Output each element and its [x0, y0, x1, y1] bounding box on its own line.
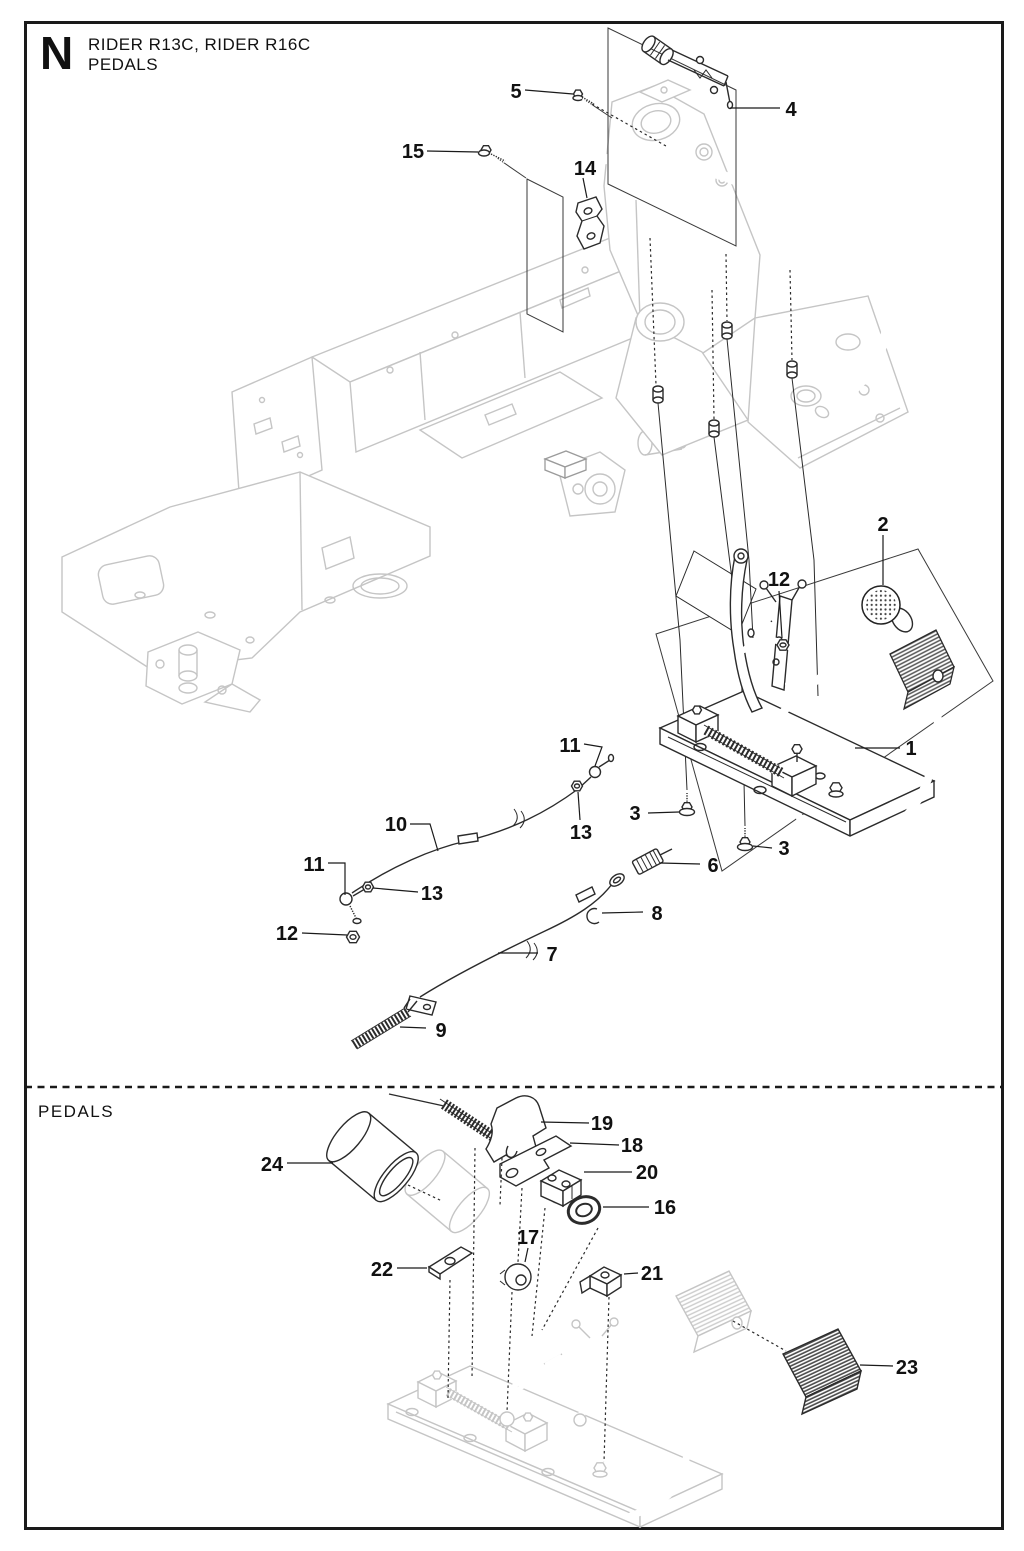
callout-12 — [276, 923, 347, 945]
callout-11 — [303, 854, 345, 895]
callout-number: 19 — [590, 1113, 614, 1136]
callout-9 — [400, 1020, 447, 1042]
callout-2 — [877, 514, 888, 585]
callout-number: 7 — [546, 944, 558, 967]
callout-number: 18 — [620, 1135, 644, 1158]
callout-3 — [753, 838, 790, 860]
callout-5 — [510, 81, 573, 103]
callout-11 — [559, 735, 602, 766]
callout-19 — [541, 1113, 613, 1135]
callout-leader-line — [525, 90, 573, 94]
callout-leader-line — [660, 863, 700, 864]
callout-number: 12 — [767, 569, 791, 592]
callout-leader-line — [583, 178, 587, 198]
callout-13 — [570, 792, 592, 844]
callout-24 — [261, 1154, 333, 1176]
callout-21 — [624, 1263, 663, 1285]
callout-15 — [402, 141, 478, 163]
callout-leader-line — [648, 812, 679, 813]
callout-number: 6 — [707, 855, 719, 878]
page-subtitle: PEDALS — [88, 55, 159, 74]
callout-number: 24 — [260, 1154, 284, 1177]
section-letter: N — [40, 27, 74, 79]
callout-8 — [602, 903, 663, 925]
callout-number: 16 — [653, 1197, 677, 1220]
callout-leader-line — [602, 912, 643, 913]
page-header — [40, 27, 311, 79]
callout-number: 17 — [516, 1227, 540, 1250]
callout-leader-line — [541, 1122, 589, 1123]
callout-number: 1 — [905, 738, 917, 761]
callout-17 — [517, 1227, 539, 1262]
callout-number: 3 — [778, 838, 790, 861]
callout-22 — [371, 1259, 427, 1281]
callout-number: 13 — [420, 883, 444, 906]
callout-13 — [373, 883, 443, 905]
callout-leader-line — [328, 863, 345, 895]
callout-6 — [660, 855, 719, 877]
callout-14 — [574, 158, 597, 198]
callout-number: 20 — [635, 1162, 659, 1185]
callout-leader-line — [578, 792, 580, 820]
callout-23 — [860, 1357, 918, 1379]
callout-number: 2 — [877, 514, 889, 537]
callout-leader-line — [373, 888, 418, 892]
callout-number: 22 — [370, 1259, 394, 1282]
callout-number: 10 — [384, 814, 408, 837]
callout-20 — [584, 1162, 658, 1184]
callout-number: 4 — [785, 99, 797, 122]
callout-leader-line — [584, 744, 602, 766]
callout-3 — [629, 803, 679, 825]
callout-number: 11 — [559, 735, 581, 758]
callout-number: 21 — [640, 1263, 664, 1286]
callout-leader-line — [624, 1273, 638, 1274]
callout-leader-line — [525, 1248, 528, 1262]
callout-number: 15 — [401, 141, 425, 164]
callout-18 — [570, 1135, 643, 1157]
callout-number: 8 — [651, 903, 663, 926]
callout-number: 12 — [275, 923, 299, 946]
callout-number: 3 — [629, 803, 641, 826]
callout-number: 9 — [435, 1020, 447, 1043]
callout-number: 5 — [510, 81, 522, 104]
callout-16 — [603, 1197, 676, 1219]
callout-leader-line — [427, 151, 478, 152]
callout-4 — [730, 99, 797, 121]
lower-section-title: PEDALS — [38, 1102, 115, 1121]
callout-10 — [385, 814, 438, 851]
callout-number: 11 — [303, 854, 325, 877]
callout-number: 23 — [895, 1357, 919, 1380]
callout-leader-line — [302, 933, 347, 935]
cable-art — [340, 755, 672, 1050]
callout-leader-line — [860, 1365, 893, 1366]
callout-number: 13 — [569, 822, 593, 845]
callout-leader-line — [410, 824, 438, 851]
page-title: RIDER R13C, RIDER R16C — [88, 35, 311, 54]
callout-number: 14 — [573, 158, 597, 181]
callout-leader-line — [570, 1143, 619, 1145]
callout-leader-line — [400, 1027, 426, 1028]
